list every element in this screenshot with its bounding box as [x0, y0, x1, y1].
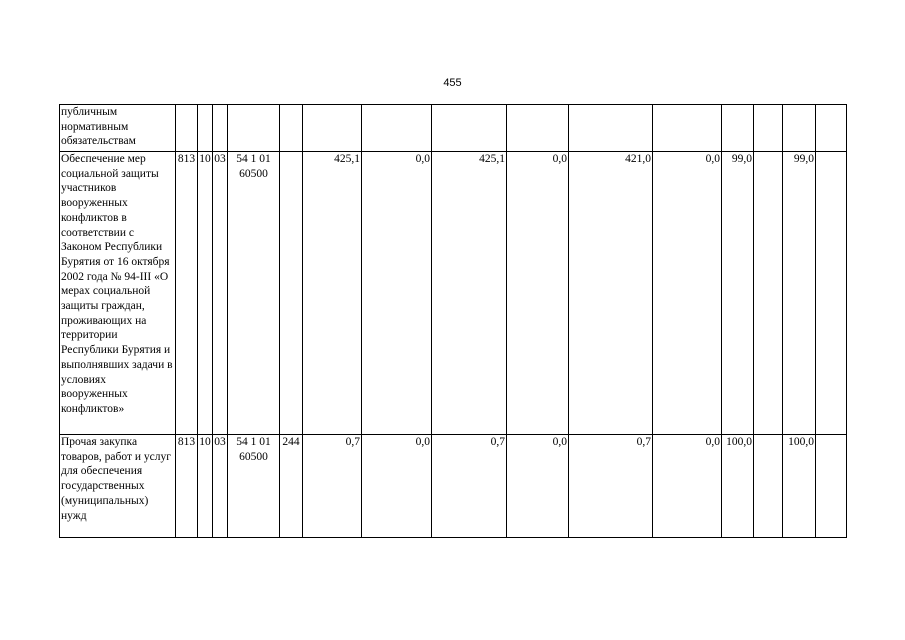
value-cell: 421,0 — [569, 152, 653, 435]
value-cell: 425,1 — [303, 152, 362, 435]
value-cell: 0,7 — [569, 435, 653, 538]
row-name: публичным нормативным обязательствам — [60, 105, 176, 152]
ved-code: 813 — [176, 152, 198, 435]
value-cell: 425,1 — [432, 152, 507, 435]
value-cell: 0,0 — [653, 435, 722, 538]
value-cell — [816, 435, 847, 538]
page-number: 455 — [443, 77, 462, 89]
value-cell — [816, 105, 847, 152]
rz-code — [198, 105, 213, 152]
csr-code: 54 1 01 60500 — [228, 435, 280, 538]
value-cell — [754, 152, 783, 435]
value-cell: 0,0 — [362, 435, 432, 538]
csr-code: 54 1 01 60500 — [228, 152, 280, 435]
ved-code: 813 — [176, 435, 198, 538]
value-cell: 99,0 — [783, 152, 816, 435]
value-cell — [432, 105, 507, 152]
value-cell — [754, 105, 783, 152]
csr-code — [228, 105, 280, 152]
vr-code — [280, 152, 303, 435]
value-cell — [362, 105, 432, 152]
budget-table — [59, 104, 847, 538]
value-cell — [507, 105, 569, 152]
pr-code — [213, 105, 228, 152]
value-cell — [783, 105, 816, 152]
value-cell: 100,0 — [783, 435, 816, 538]
table-row — [60, 105, 847, 152]
vr-code — [280, 105, 303, 152]
vr-code: 244 — [280, 435, 303, 538]
rz-code: 10 — [198, 152, 213, 435]
table-row — [60, 152, 847, 435]
value-cell: 99,0 — [722, 152, 754, 435]
value-cell: 0,0 — [653, 152, 722, 435]
value-cell — [303, 105, 362, 152]
value-cell: 0,7 — [432, 435, 507, 538]
value-cell: 0,7 — [303, 435, 362, 538]
value-cell: 0,0 — [507, 435, 569, 538]
value-cell — [816, 152, 847, 435]
pr-code: 03 — [213, 152, 228, 435]
value-cell — [722, 105, 754, 152]
value-cell — [754, 435, 783, 538]
rz-code: 10 — [198, 435, 213, 538]
pr-code: 03 — [213, 435, 228, 538]
row-name: Обеспечение мер социальной защиты участников вооруженных конфликтов в соответствии с Законом Республики Бурятия от 16 октября 2002 года № 94-III «О мерах социальной защиты граждан, проживающих на территории Республики Бурятия и выполнявших задачи в условиях вооруженных конфликтов» — [60, 152, 176, 435]
table-row — [60, 435, 847, 538]
value-cell: 0,0 — [507, 152, 569, 435]
value-cell — [653, 105, 722, 152]
ved-code — [176, 105, 198, 152]
value-cell: 0,0 — [362, 152, 432, 435]
value-cell — [569, 105, 653, 152]
row-name: Прочая закупка товаров, работ и услуг для обеспечения государственных (муниципальных) нужд — [60, 435, 176, 538]
value-cell: 100,0 — [722, 435, 754, 538]
